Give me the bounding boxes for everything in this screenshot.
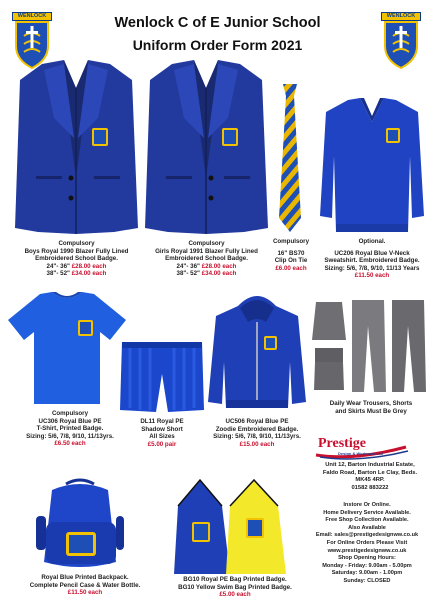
pe-swim-bags-image [170,478,294,576]
tshirt-l2: UC306 Royal Blue PE [38,417,102,425]
tie-caption [266,238,316,272]
tie-l1: 16" BS70 [277,249,305,257]
store-line-2: Home Delivery Service Available. [323,509,411,516]
boys-blazer-caption [14,240,139,278]
page-title: Wenlock C of E Junior School [114,15,321,31]
zoodie-l1: UC506 Royal Blue PE [225,418,289,425]
backpack-image [36,482,124,572]
tie-image [275,82,305,234]
store-hours-sunday: Sunday: CLOSED [343,577,391,584]
prestige-logo [314,437,410,457]
shorts-l2: Shadow Short [141,425,183,433]
store-email: Email: sales@prestigedesignww.co.uk [315,532,419,539]
boys-blazer-price2: £34.00 each [71,270,107,278]
sweatshirt-caption [312,238,432,280]
tshirt-l3: T-Shirt, Printed Badge. [36,425,104,433]
prestige-tagline: Design & Workwear Ltd [338,451,383,456]
backpack-l2: Complete Pencil Case & Water Bottle. [29,581,141,589]
bags-l2: BG10 Yellow Swim Bag Printed Badge. [178,583,292,591]
grey-trousers-image [312,296,430,396]
zoodie-l3: Sizing: 5/6, 7/8, 9/10, 11/13yrs. [213,433,301,441]
backpack-caption [10,574,160,597]
zoodie-image [206,292,308,410]
boys-blazer-l3: Embroidered School Badge. [35,255,118,263]
boys-blazer-image [14,58,139,236]
sweatshirt-price: £11.50 each [354,272,390,280]
phone-number: 01582 883222 [351,484,389,491]
girls-blazer-l2: Girls Royal 1991 Blazer Fully Lined [155,247,258,255]
store-line-6: For Online Orders Please Visit [326,539,408,546]
crest-banner: WENLOCK [12,12,52,21]
boys-blazer-l2: Boys Royal 1990 Blazer Fully Lined [24,247,129,255]
page-subtitle: Uniform Order Form 2021 [132,37,303,53]
girls-blazer-price1: £28.00 each [201,262,237,270]
trousers-l1: Daily Wear Trousers, Shorts [329,400,413,407]
store-hours-saturday: Saturday: 9.00am - 1.00pm [331,570,403,577]
sweatshirt-l0: Optional. [358,238,386,245]
store-website: www.prestigedesignww.co.uk [327,547,407,554]
bags-price: £5.00 each [219,591,251,599]
tshirt-l1: Compulsory [51,410,89,417]
sweatshirt-image [318,96,426,238]
sweatshirt-l3: Sizing: 5/6, 7/8, 9/10, 11/13 Years [324,264,420,272]
trousers-l2: and Skirts Must Be Grey [335,407,407,415]
tie-l0: Compulsory [272,238,310,245]
prestige-logo-text: Prestige [318,436,366,451]
sweatshirt-l1: UC206 Royal Blue V-Neck [334,249,410,257]
girls-blazer-price2: £34.00 each [201,270,237,278]
tshirt-price: £6.50 each [54,440,86,448]
store-hours-weekday: Monday - Friday: 9.00am - 5.00pm [322,562,412,569]
girls-blazer-caption [144,240,269,278]
shorts-l1: DL11 Royal PE [140,418,184,425]
address-line-1: Unit 12, Barton Industrial Estate, [325,462,415,468]
girls-blazer-image [144,58,269,236]
trousers-caption [310,400,432,415]
girls-blazer-l1: Compulsory [188,240,225,247]
zoodie-caption [196,418,318,448]
girls-blazer-size2: 38"- 52" [176,270,202,278]
shorts-image [118,340,206,414]
zoodie-price: £15.00 each [239,440,275,448]
boys-blazer-price1: £28.00 each [71,262,107,270]
store-line-4: Also Available [348,524,386,531]
store-line-1: Instore Or Online. [343,502,391,508]
zoodie-l2: Zoodie Embroidered Badge. [215,425,299,433]
address-line-3: MK45 4RP. [355,477,385,484]
shorts-l3: All Sizes [149,433,175,441]
boys-blazer-size1: 24"- 36" [46,262,72,270]
store-line-3: Free Shop Collection Available. [325,517,409,524]
backpack-price: £11.50 each [67,589,103,597]
sweatshirt-l2: Sweatshirt. Embroidered Badge. [324,257,420,265]
girls-blazer-size1: 24"- 36" [176,262,202,270]
prestige-address [308,462,432,492]
address-line-2: Faldo Road, Barton Le Clay, Beds. [322,469,418,476]
tie-l2: Clip On Tie [274,257,308,265]
boys-blazer-l1: Compulsory [58,240,95,247]
tshirt-l4: Sizing: 5/6, 7/8, 9/10, 11/13yrs. [26,432,114,440]
boys-blazer-size2: 38"- 52" [46,270,72,278]
shorts-caption [124,418,200,448]
bags-caption [160,576,310,599]
store-info [300,502,434,586]
backpack-l1: Royal Blue Printed Backpack. [41,574,129,581]
store-hours-title: Shop Opening Hours: [338,555,396,562]
girls-blazer-l3: Embroidered School Badge. [165,255,248,263]
tie-price: £6.00 each [275,264,307,272]
bags-l1: BG10 Royal PE Bag Printed Badge. [183,576,287,583]
tshirt-caption [4,410,136,448]
crest-banner: WENLOCK [381,12,421,21]
tshirt-image [6,290,128,408]
shorts-price: £5.00 pair [147,440,177,448]
